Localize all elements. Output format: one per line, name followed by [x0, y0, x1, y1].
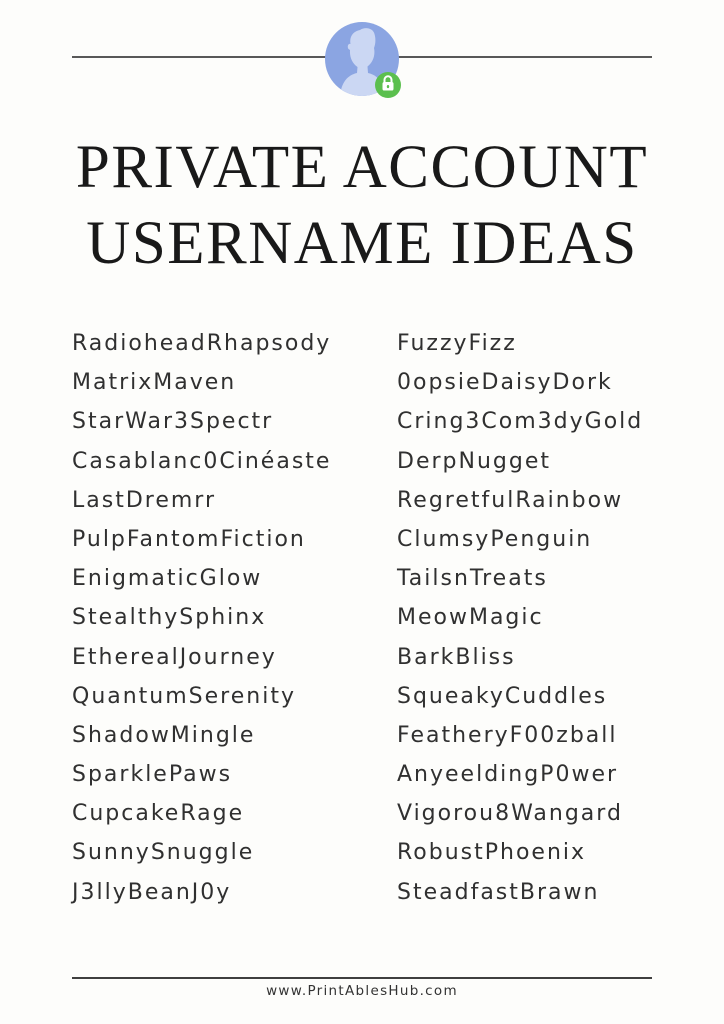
username-columns: [72, 324, 694, 912]
username-item: FuzzyFizz: [397, 331, 517, 356]
username-item: PulpFantomFiction: [72, 526, 306, 552]
username-item: CupcakeRage: [72, 801, 245, 827]
username-item: AnyeeldingP0wer: [397, 762, 619, 788]
username-item: TailsnTreats: [397, 566, 548, 592]
username-item: Vigorou8Wangard: [397, 801, 623, 827]
page-title-line-2: USERNAME IDEAS: [86, 210, 638, 277]
username-item: SteadfastBrawn: [397, 879, 600, 905]
username-item: SparklePaws: [72, 762, 233, 788]
username-item: EtherealJourney: [72, 644, 277, 670]
username-list-left: [72, 324, 397, 912]
username-item: RadioheadRhapsody: [72, 331, 332, 356]
avatar: [324, 21, 404, 101]
username-item: LastDremrr: [72, 487, 216, 513]
username-item: MatrixMaven: [72, 370, 237, 396]
username-item: MeowMagic: [397, 605, 544, 631]
username-item: DerpNugget: [397, 448, 551, 474]
username-item: FeatheryF00zball: [397, 722, 618, 748]
username-item: RobustPhoenix: [397, 840, 587, 866]
page-title: [0, 130, 724, 282]
username-item: ShadowMingle: [72, 722, 256, 748]
username-item: EnigmaticGlow: [72, 566, 263, 592]
lock-badge-icon: [375, 72, 401, 98]
username-item: QuantumSerenity: [72, 683, 296, 709]
footer-url: www.PrintAblesHub.com: [266, 983, 458, 999]
username-item: 0opsieDaisyDork: [397, 370, 613, 396]
username-list-right: [397, 324, 694, 912]
person-avatar-icon: [324, 21, 404, 101]
username-item: SqueakyCuddles: [397, 683, 608, 709]
username-item: Cring3Com3dyGold: [397, 409, 644, 435]
username-item: RegretfulRainbow: [397, 487, 624, 513]
username-item: BarkBliss: [397, 644, 516, 670]
username-item: J3llyBeanJ0y: [72, 879, 232, 905]
footer-divider: [72, 977, 652, 979]
username-item: StealthySphinx: [72, 605, 267, 631]
username-item: Casablanc0Cinéaste: [72, 448, 332, 474]
page-title-line-1: PRIVATE ACCOUNT: [75, 134, 649, 201]
username-item: StarWar3Spectr: [72, 409, 274, 435]
username-item: SunnySnuggle: [72, 840, 255, 866]
username-item: ClumsyPenguin: [397, 526, 593, 552]
